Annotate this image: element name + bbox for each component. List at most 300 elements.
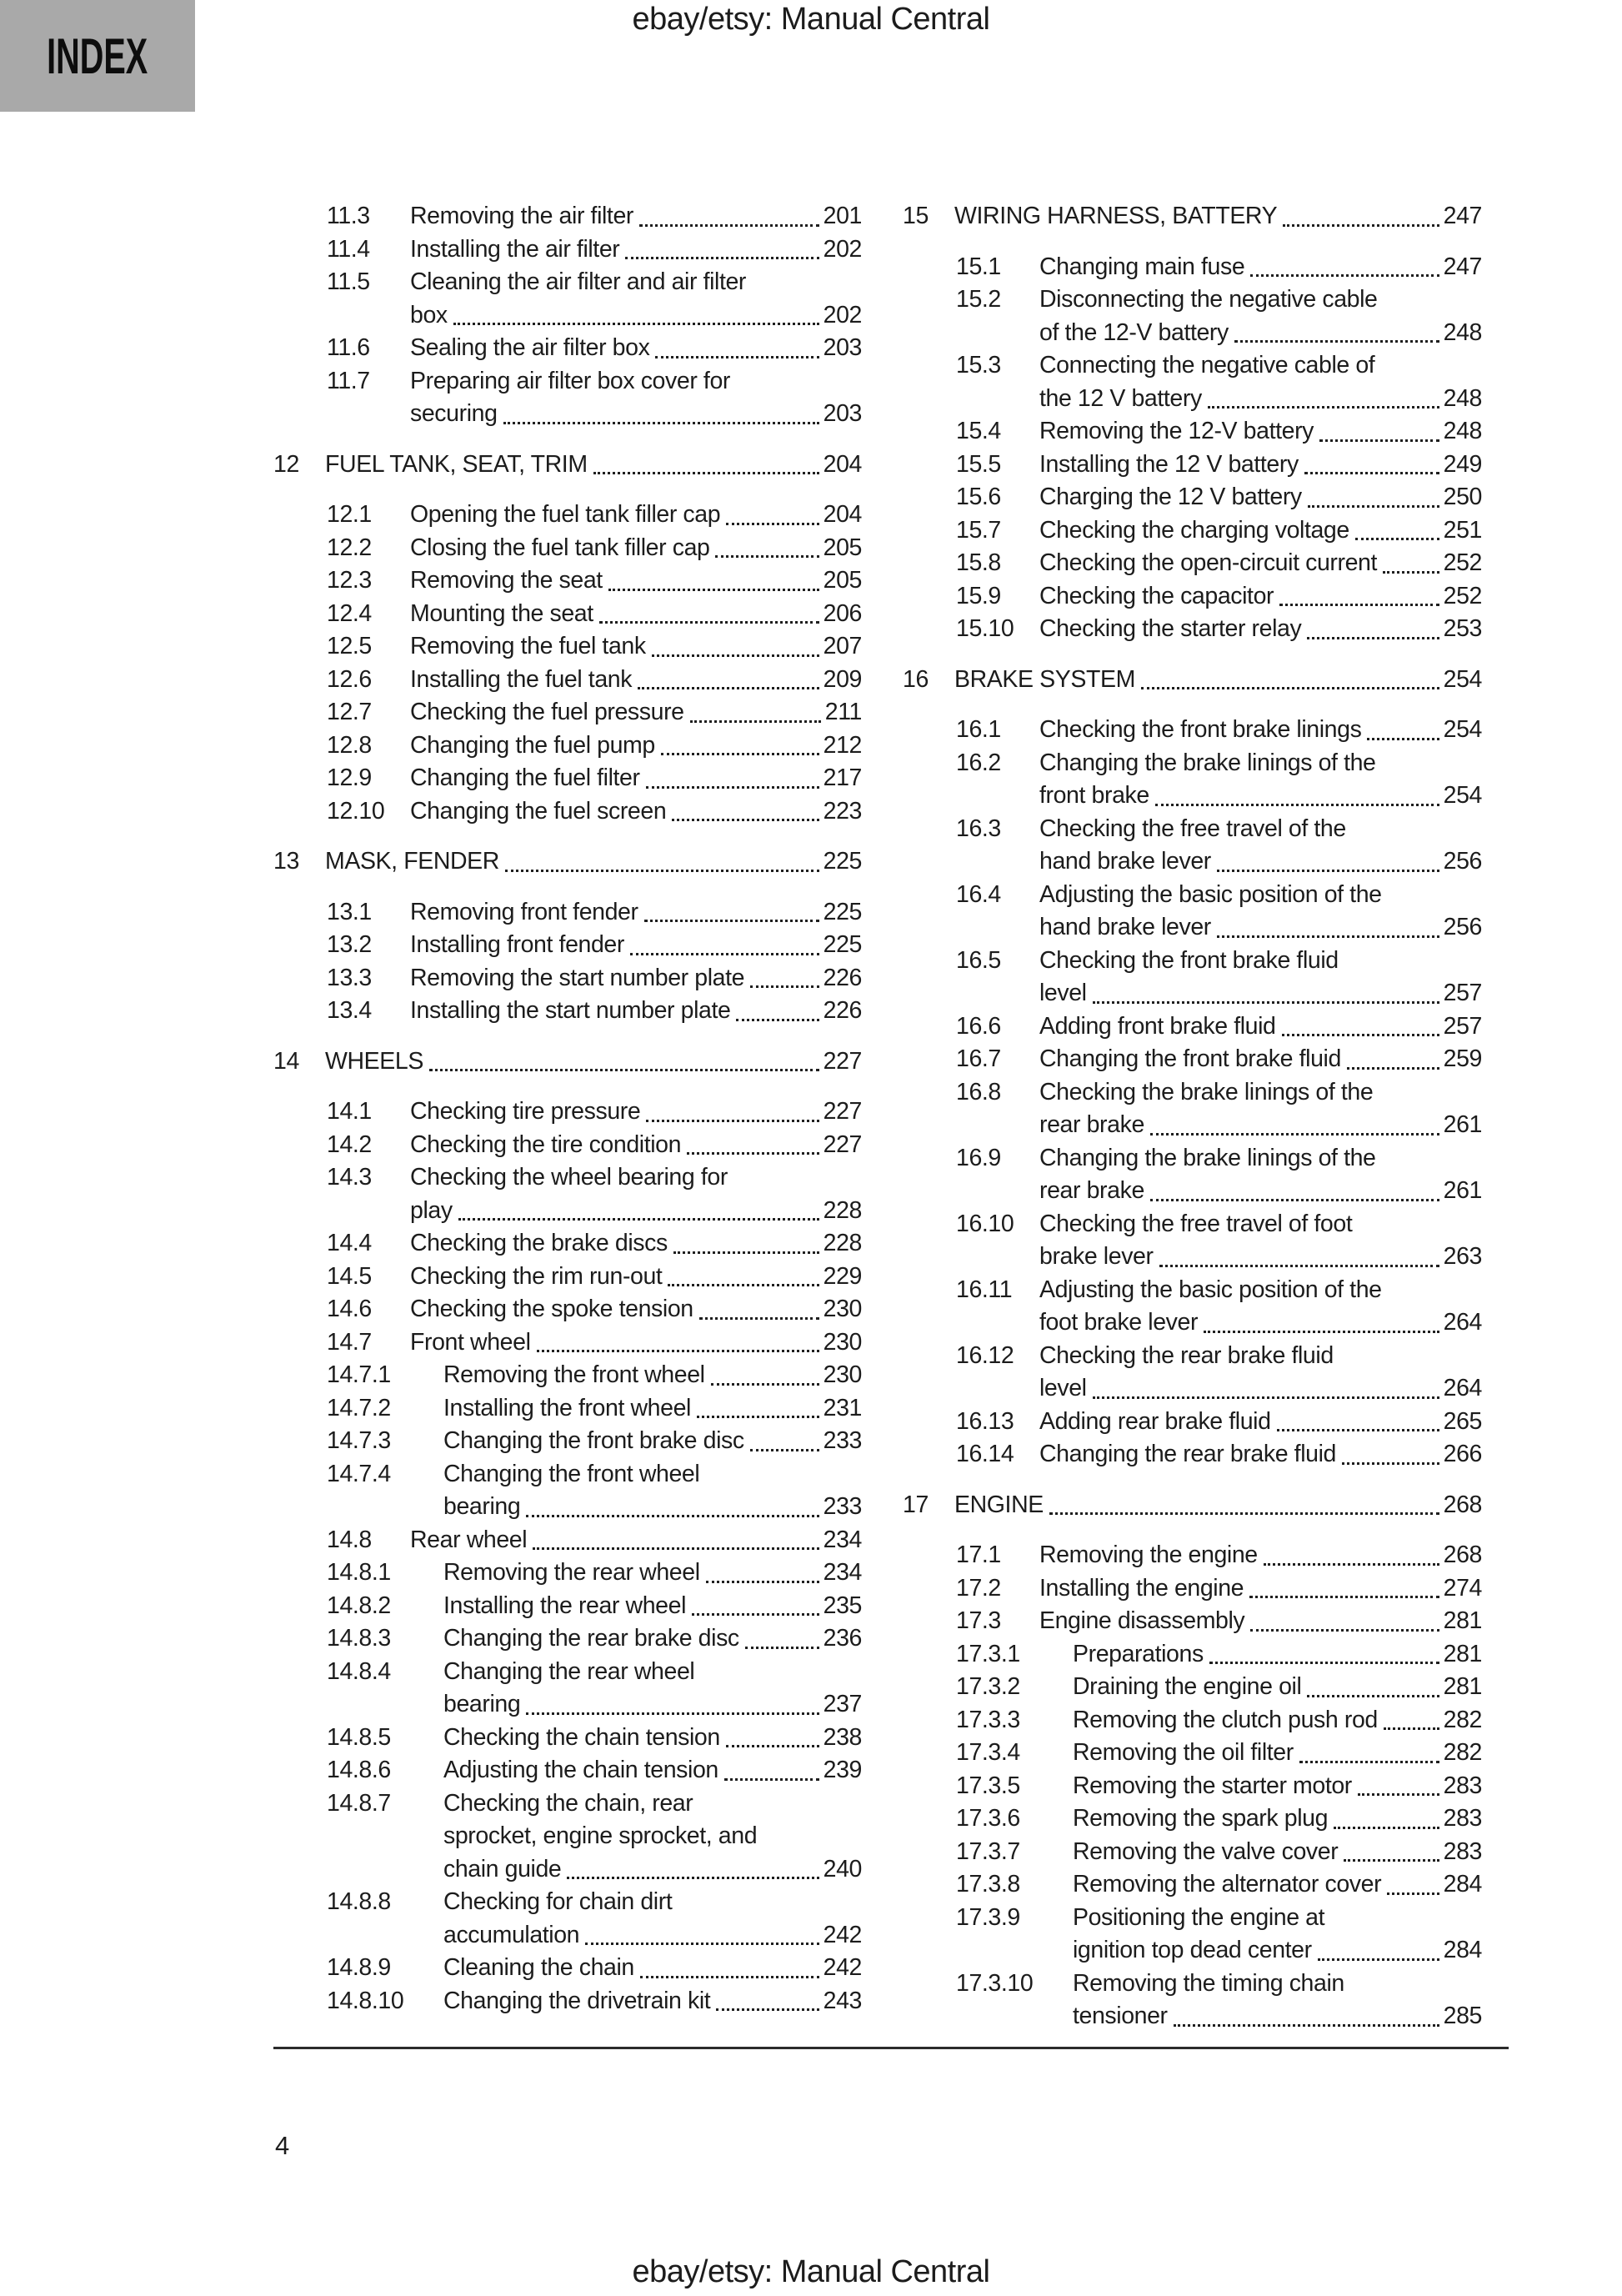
index-tab [0,0,195,112]
toc-entry [327,1787,862,1887]
toc-entry-title: Removing the air filter [410,203,633,229]
toc-page-number: 243 [823,1987,862,2014]
toc-entry-title: the 12 V battery [1039,384,1202,412]
toc-entry-number: 17.3.8 [956,1871,1020,1897]
toc-entry-title: Removing the clutch push rod [1073,1706,1378,1733]
toc-entry-line [327,499,862,532]
toc-entry-number: 14.7 [327,1328,372,1356]
toc-entry-title: Changing the brake linings of the [1039,1144,1376,1171]
toc-entry-line [956,349,1482,383]
toc-entry [327,1656,862,1722]
toc-entry-number-spacer [327,1919,443,1953]
toc-entry-number: 14.6 [327,1296,372,1322]
toc-page-number: 252 [1443,549,1482,576]
toc-entry-title: Checking the tire condition [410,1130,682,1158]
toc-entry-title: Checking the front brake fluid [1039,946,1339,974]
toc-entry-line [327,1787,862,1821]
toc-entry-line [956,845,1482,879]
toc-entry [327,1326,862,1360]
dot-leader [1150,1199,1439,1201]
toc-entry [327,664,862,697]
toc-entry [327,499,862,532]
dot-leader [690,720,821,723]
toc-entry-title: Removing the fuel tank [410,633,646,659]
toc-entry-line [327,795,862,829]
toc-entry-number: 12.2 [327,534,372,561]
dot-leader [1250,1629,1439,1632]
toc-entry-line [327,729,862,763]
toc-page-number: 266 [1443,1441,1482,1467]
toc-entry-number: 16.8 [956,1078,1001,1105]
toc-entry-number: 16.3 [956,815,1001,842]
toc-entry-line [956,1175,1482,1208]
toc-entry [956,1043,1482,1076]
dot-leader [706,1581,819,1583]
toc-entry [956,1605,1482,1638]
toc-section-row [903,664,1482,697]
toc-page-number: 233 [823,1427,862,1454]
dot-leader [1387,1892,1439,1895]
toc-entry-title: Changing the rear brake disc [443,1625,739,1652]
toc-entry-line [327,1227,862,1261]
toc-entry-title: of the 12-V battery [1039,318,1229,346]
toc-entry-title: Changing the rear wheel [443,1657,695,1685]
toc-entry-number: 16.5 [956,946,1001,974]
toc-page-number: 263 [1443,1243,1482,1270]
toc-entry [327,729,862,763]
toc-entries-block [273,200,862,431]
toc-entry-number: 17.2 [956,1574,1001,1602]
toc-entry-line [956,547,1482,580]
toc-entry-line [956,449,1482,482]
page-number: 4 [275,2131,290,2160]
toc-entry-number: 11.6 [327,334,370,361]
toc-page-number: 203 [823,334,862,361]
toc-entry-line [327,962,862,995]
dot-leader [655,356,819,358]
toc-entry-line [327,1919,862,1953]
toc-entry-line [956,415,1482,449]
toc-entry-number: 12.7 [327,699,372,725]
toc-entry-line [327,1853,862,1887]
toc-entry-number: 14.7.3 [327,1427,391,1454]
dot-leader [1334,1827,1439,1829]
toc-entry-title: Checking tire pressure [410,1098,641,1125]
toc-entry-title: Checking for chain dirt [443,1888,673,1915]
toc-entry-number: 15.6 [956,484,1001,510]
toc-entry [327,630,862,664]
toc-entry-title: Changing the drivetrain kit [443,1987,711,2014]
toc-page-number: 225 [823,898,862,925]
toc-entry [956,251,1482,284]
toc-entry [956,1539,1482,1572]
toc-entry-number: 14.8.9 [327,1954,391,1981]
toc-entry-title: level [1039,980,1087,1006]
toc-entry-line [956,945,1482,978]
toc-entry-line [956,1605,1482,1638]
toc-entry-title: bearing [443,1691,521,1717]
toc-entry-number: 16.2 [956,749,1001,776]
toc-entry-line [956,283,1482,317]
toc-entry-title: Checking the front brake linings [1039,716,1362,743]
toc-entry-title: Changing the brake linings of the [1039,749,1376,776]
toc-column-left [273,200,862,2018]
dot-leader [1279,604,1439,606]
toc-entry [327,1129,862,1162]
toc-entry-title: Installing the air filter [410,235,620,263]
toc-entry-line [327,1952,862,1985]
toc-entry-title: Checking the free travel of foot [1039,1210,1353,1237]
toc-entry-number-spacer [956,383,1039,416]
toc-page-number: 256 [1443,914,1482,940]
toc-entry-number: 14.2 [327,1130,372,1158]
toc-entry-number: 15.3 [956,352,1001,378]
toc-entry-title: Cleaning the air filter and air filter [410,268,747,295]
toc-page-number: 212 [823,731,862,759]
toc-page-number: 264 [1443,1309,1482,1336]
toc-page-number: 283 [1443,1772,1482,1799]
toc-entry [327,1590,862,1623]
dot-leader [692,1613,819,1616]
toc-entry-number: 16.7 [956,1045,1001,1072]
toc-entry-number: 17.3 [956,1607,1001,1634]
toc-page-number: 204 [823,501,862,528]
toc-section-title: WHEELS [325,1047,423,1075]
toc-page-number: 234 [823,1526,862,1553]
dot-leader [1307,1695,1439,1697]
toc-section-number: 15 [903,203,929,229]
toc-entry-title: Mounting the seat [410,599,593,627]
toc-entry-title: Changing the front wheel [443,1460,700,1487]
toc-entry-number: 14.7.1 [327,1361,391,1388]
toc-entry-number: 14.5 [327,1262,372,1290]
toc-entry-title: Adjusting the basic position of the [1039,1276,1382,1303]
toc-entry-title: Checking the starter relay [1039,615,1302,642]
toc-entry-number-spacer [327,1853,443,1887]
toc-section-number: 13 [273,848,299,875]
toc-entry-number: 15.9 [956,582,1001,609]
toc-entry-line [956,1539,1482,1572]
toc-page-number: 284 [1443,1871,1482,1897]
toc-entry-line [327,762,862,795]
toc-entry-number: 17.1 [956,1542,1001,1568]
toc-entry-number: 14.3 [327,1164,372,1191]
toc-entry-line [956,1076,1482,1110]
toc-entry-line [956,1142,1482,1176]
toc-entry-number: 16.14 [956,1441,1014,1467]
toc-entry-title: Installing the rear wheel [443,1592,687,1619]
toc-page-number: 217 [823,764,862,791]
toc-entry [956,1868,1482,1902]
toc-entry [327,233,862,267]
toc-page-number: 256 [1443,848,1482,875]
toc-entry-title: ignition top dead center [1073,1937,1312,1963]
toc-entry-number: 17.3.10 [956,1969,1034,1997]
toc-page-number: 229 [823,1262,862,1290]
toc-entry-line [327,200,862,233]
toc-entry-title: Adjusting the chain tension [443,1757,718,1783]
dot-leader [1307,637,1439,639]
dot-leader [429,1069,819,1071]
toc-page-number: 211 [824,699,862,725]
toc-entry [327,696,862,729]
toc-page-number: 242 [823,1954,862,1981]
toc-entry [956,1836,1482,1869]
toc-entry-number-spacer [956,780,1039,813]
toc-entry-title: Removing the rear wheel [443,1559,700,1586]
dot-leader [644,920,819,922]
toc-entry-number: 11.3 [327,203,370,229]
toc-entry [327,896,862,930]
toc-entry-line [327,299,862,333]
dot-leader [640,1976,819,1978]
toc-entry-title: Draining the engine oil [1073,1673,1302,1700]
toc-entry-title: Preparations [1073,1640,1204,1667]
dot-leader [585,1943,819,1945]
dot-leader [1383,571,1439,574]
dot-leader [1367,738,1439,740]
toc-page-number: 202 [823,301,862,328]
toc-entries-block [273,1095,862,2018]
toc-page-number: 230 [823,1328,862,1356]
toc-entry-line [327,1261,862,1294]
dot-leader [1250,274,1439,277]
toc-entry-number: 15.1 [956,253,1001,280]
toc-entry-title: Changing the fuel filter [410,764,640,791]
toc-entry-number-spacer [327,299,410,333]
toc-entry-title: Checking the chain, rear [443,1789,693,1817]
toc-entry-line [327,564,862,598]
toc-entry-line [956,911,1482,945]
toc-entry-number: 14.8 [327,1526,372,1553]
toc-entry-line [327,1688,862,1722]
toc-entry-line [327,598,862,631]
toc-entry-line [956,1638,1482,1672]
toc-entry-number: 16.11 [956,1276,1013,1303]
toc-entry [956,283,1482,349]
toc-entry-number: 14.8.2 [327,1592,391,1619]
toc-entry [327,1622,862,1656]
dot-leader [1174,2024,1439,2027]
dot-leader [458,1218,819,1221]
toc-entry [327,1952,862,1985]
toc-entry-title: Checking the charging voltage [1039,516,1349,544]
toc-entry-number-spacer [956,1934,1073,1968]
toc-entry-number: 14.8.3 [327,1625,391,1652]
toc-entry [956,879,1482,945]
toc-entry [956,349,1482,415]
toc-entry-number: 11.7 [327,367,370,394]
toc-page-number: 202 [823,235,862,263]
toc-entry-line [327,1359,862,1392]
toc-section-title: WIRING HARNESS, BATTERY [954,203,1278,229]
dot-leader [505,870,819,872]
toc-entries-block [903,1539,1482,2033]
toc-entry-number-spacer [327,1688,443,1722]
toc-section-row [273,845,862,879]
toc-entry-title: Preparing air filter box cover for [410,367,730,394]
dot-leader [672,819,819,821]
toc-entry [956,547,1482,580]
toc-page-number: 282 [1443,1706,1482,1733]
toc-entry-number: 12.10 [327,797,385,825]
toc-entry-title: Installing front fender [410,931,624,958]
toc-entry-title: tensioner [1073,2003,1168,2029]
toc-section-number: 12 [273,450,299,478]
toc-entry-number-spacer [956,911,1039,945]
toc-entry [956,714,1482,747]
toc-entry-line [956,2000,1482,2033]
toc-entry-number-spacer [327,1195,410,1228]
toc-entry-title: Removing the spark plug [1073,1805,1329,1832]
dot-leader [639,224,819,227]
dot-leader [503,422,819,424]
page-header-title: ebay/etsy: Manual Central [632,2,990,37]
toc-entry-line [956,1770,1482,1803]
toc-page-number: 247 [1443,203,1482,229]
toc-entry [327,995,862,1028]
toc-entry-number: 15.8 [956,549,1001,576]
toc-entry-number-spacer [956,2000,1073,2033]
toc-entry-number-spacer [956,977,1039,1010]
toc-entry-number: 12.6 [327,665,372,693]
dot-leader [699,1317,819,1320]
toc-page-number: 223 [823,797,862,825]
toc-page-number: 252 [1443,582,1482,609]
toc-page-number: 254 [1443,782,1482,809]
page-footer-title: ebay/etsy: Manual Central [632,2254,990,2289]
toc-entry-title: Installing the 12 V battery [1039,450,1299,478]
toc-entry-line [327,1195,862,1228]
toc-entry [956,747,1482,813]
toc-entry [956,514,1482,548]
dot-leader [1049,1512,1439,1515]
toc-entry-number: 16.13 [956,1407,1014,1435]
toc-entry-title: Removing the 12-V battery [1039,418,1314,444]
toc-page-number: 227 [823,1047,862,1075]
toc-page-number: 230 [823,1361,862,1388]
toc-page-number: 248 [1443,318,1482,346]
toc-entry-line [327,1557,862,1590]
toc-page-number: 205 [823,534,862,561]
toc-entry-title: box [410,301,448,328]
toc-page-number: 225 [823,848,862,875]
dot-leader [726,523,819,525]
toc-entry-title: Removing the start number plate [410,964,745,991]
dot-leader [750,1449,819,1451]
toc-section-title: BRAKE SYSTEM [954,665,1135,693]
dot-leader [567,1877,819,1879]
dot-leader [638,687,819,689]
dot-leader [646,1120,819,1122]
toc-entry-number: 15.2 [956,286,1001,313]
toc-page-number: 282 [1443,1739,1482,1766]
toc-entry-number: 16.10 [956,1210,1014,1237]
toc-page-number: 226 [823,997,862,1024]
dot-leader [1283,224,1439,227]
toc-entry-number-spacer [327,398,410,431]
toc-entry-line [956,514,1482,548]
toc-entry-title: Checking the free travel of the [1039,815,1346,842]
toc-entry [327,1985,862,2018]
toc-entry [327,564,862,598]
toc-entry-line [956,714,1482,747]
toc-entry-title: Changing the front brake disc [443,1427,744,1454]
toc-entry-line [327,1095,862,1129]
toc-entry-number: 14.4 [327,1230,372,1256]
toc-entry-line [956,1802,1482,1836]
toc-entry-number: 11.4 [327,235,370,263]
toc-entry [956,1737,1482,1770]
toc-entry-title: Checking the brake linings of the [1039,1078,1374,1105]
dot-leader [1358,1793,1439,1796]
toc-entry-line [327,896,862,930]
dot-leader [599,621,819,624]
toc-entry-number: 12.3 [327,567,372,594]
toc-entry [327,332,862,365]
dot-leader [697,1416,819,1418]
toc-entry-line [327,696,862,729]
toc-entry-number: 12.9 [327,764,372,791]
toc-entry-title: rear brake [1039,1111,1144,1138]
toc-entry [327,1227,862,1261]
toc-page-number: 257 [1443,980,1482,1006]
toc-entry-number: 12.4 [327,599,372,627]
dot-leader [1093,1396,1439,1399]
toc-section-number: 16 [903,665,929,693]
toc-entry [956,1142,1482,1208]
toc-entry-title: Positioning the engine at [1073,1903,1325,1931]
toc-entry-line [956,1043,1482,1076]
toc-entry-line [956,613,1482,646]
toc-entry-title: Charging the 12 V battery [1039,484,1302,510]
toc-entry-line [327,1129,862,1162]
toc-page-number: 228 [823,1196,862,1224]
dot-leader [1264,1563,1439,1566]
toc-entry-line [327,1524,862,1557]
toc-entry-title: Adding rear brake fluid [1039,1407,1271,1435]
toc-page-number: 227 [823,1098,862,1125]
toc-entry [327,200,862,233]
toc-entry [956,580,1482,614]
toc-entry [956,415,1482,449]
dot-leader [673,1251,819,1254]
dot-leader [661,753,819,755]
dot-leader [1384,1727,1439,1730]
toc-entry-line [327,1425,862,1458]
toc-entry-line [327,233,862,267]
toc-entry-line [956,1704,1482,1737]
toc-entries-block [903,251,1482,646]
toc-entry-line [956,481,1482,514]
toc-entry-number: 13.3 [327,964,372,991]
toc-entry-number: 16.9 [956,1144,1001,1171]
toc-entry-number: 17.3.1 [956,1640,1020,1667]
toc-page-number: 284 [1443,1937,1482,1963]
dot-leader [593,472,819,474]
toc-entry [327,1458,862,1524]
toc-page-number: 248 [1443,384,1482,412]
toc-page-number: 237 [823,1691,862,1717]
toc-entry-title: brake lever [1039,1243,1154,1270]
toc-section-number: 14 [273,1047,299,1075]
toc-entry-title: Installing the start number plate [410,997,731,1024]
toc-entry-title: Installing the engine [1039,1574,1244,1602]
toc-entry-line [956,1306,1482,1340]
toc-page-number: 201 [823,203,862,229]
toc-page-number: 268 [1443,1491,1482,1518]
toc-entry [956,481,1482,514]
